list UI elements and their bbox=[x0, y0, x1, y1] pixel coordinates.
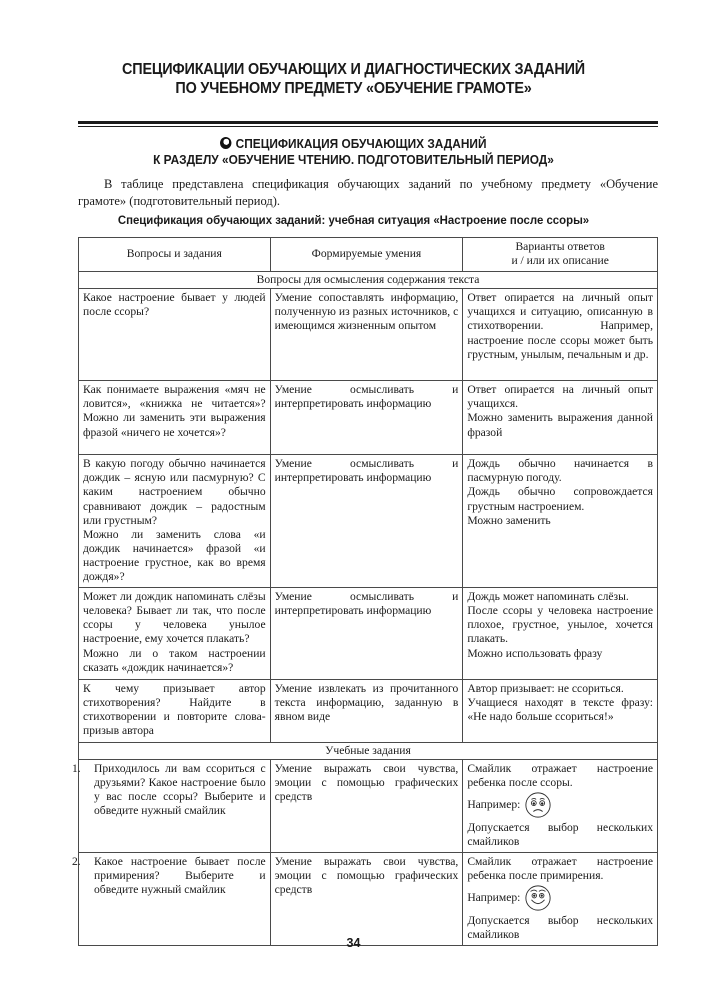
answer-cell: Ответ опирается на личный опыт учащихся и ситуацию, описанную в стихотворении. Например, настроение после ссоры может быть грустным, унылым, печальным и др. bbox=[463, 289, 658, 381]
table-header-row bbox=[79, 238, 658, 272]
question-cell: Какое настроение бывает у людей после ссоры? bbox=[79, 289, 271, 381]
answer-cell: Дождь обычно начинается в пасмурную погоду. Дождь обычно сопровождается грустным настроением. Можно заменить bbox=[463, 455, 658, 588]
skill-cell: Умение осмысливать и интерпретировать информацию bbox=[270, 588, 463, 680]
header-divider-thick bbox=[78, 121, 658, 124]
question-cell: В какую погоду обычно начинается дождик – ясную или пасмурную? С каким настроением обычно сравнивают дождик – радостным или грустным? Можно ли заменить слова «и дождик начинается» фразой «и настроение грустное, как во время дождя»? bbox=[79, 455, 271, 588]
table-row bbox=[79, 289, 658, 381]
column-header-answers: Варианты ответов и / или их описание bbox=[463, 238, 658, 272]
happy-smiley-icon bbox=[524, 884, 552, 912]
column-header-skills: Формируемые умения bbox=[270, 238, 463, 272]
header-divider-thin bbox=[78, 126, 658, 127]
main-title-line-1: СПЕЦИФИКАЦИИ ОБУЧАЮЩИХ И ДИАГНОСТИЧЕСКИХ ЗАДАНИЙ bbox=[122, 61, 585, 78]
task-number: 2. bbox=[72, 854, 81, 868]
answer-cell: Смайлик отражает настроение ребенка после ссоры. Например: Допускается выбор нескольких смайликов bbox=[463, 759, 658, 852]
skill-cell: Умение осмысливать и интерпретировать информацию bbox=[270, 455, 463, 588]
question-cell: 2. Какое настроение бывает после примирения? Выберите и обведите нужный смайлик bbox=[79, 852, 271, 945]
answer-cell: Смайлик отражает настроение ребенка после примирения. Например: Допускается выбор нескольких смайликов bbox=[463, 852, 658, 945]
skill-cell: Умение осмысливать и интерпретировать информацию bbox=[270, 381, 463, 455]
group-header-row bbox=[79, 272, 658, 289]
main-title-line-2: ПО УЧЕБНОМУ ПРЕДМЕТУ «ОБУЧЕНИЕ ГРАМОТЕ» bbox=[175, 80, 532, 97]
page-main-title bbox=[25, 60, 683, 98]
skill-cell: Умение сопоставлять информацию, полученную из разных источников, с имеющимся жизненным опытом bbox=[270, 289, 463, 381]
question-cell: Как понимаете выражения «мяч не ловится», «книжка не читается»? Можно ли заменить эти выражения фразой «ничего не хочется»? bbox=[79, 381, 271, 455]
section-title-line-2: К РАЗДЕЛУ «ОБУЧЕНИЕ ЧТЕНИЮ. ПОДГОТОВИТЕЛЬНЫЙ ПЕРИОД» bbox=[153, 153, 554, 167]
table-caption: Спецификация обучающих заданий: учебная ситуация «Настроение после ссоры» bbox=[117, 213, 590, 227]
page-number: 34 bbox=[346, 936, 361, 950]
example-label: Например: bbox=[467, 891, 521, 905]
table-row bbox=[79, 588, 658, 680]
question-cell: 1. Приходилось ли вам ссориться с друзьями? Какое настроение было у вас после ссоры? Выберите и обведите нужный смайлик bbox=[79, 759, 271, 852]
skill-cell: Умение извлекать из прочитанного текста информацию, заданную в явном виде bbox=[270, 680, 463, 742]
question-cell: К чему призывает автор стихотворения? Найдите в стихотворении и повторите слова-призыв автора bbox=[79, 680, 271, 742]
intro-paragraph: В таблице представлена спецификация обучающих заданий по учебному предмету «Обучение грамоте» (подготовительный период). bbox=[78, 177, 658, 208]
table-row bbox=[79, 680, 658, 742]
section-title bbox=[18, 136, 690, 168]
question-cell: Может ли дождик напоминать слёзы человека? Бывает ли так, что после ссоры у человека унылое настроение, ему хочется плакать? Можно ли о таком настроении сказать «дождик начинается»? bbox=[79, 588, 271, 680]
column-header-questions: Вопросы и задания bbox=[79, 238, 271, 272]
example-label: Например: bbox=[467, 797, 521, 811]
group-title-comprehension: Вопросы для осмысления содержания текста bbox=[79, 272, 658, 289]
section-bullet-icon bbox=[220, 137, 231, 149]
task-number: 1. bbox=[72, 761, 81, 775]
group-header-row bbox=[79, 742, 658, 759]
table-row bbox=[79, 759, 658, 852]
skill-cell: Умение выражать свои чувства, эмоции с помощью графических средств bbox=[270, 852, 463, 945]
answer-cell: Автор призывает: не ссориться. Учащиеся находят в тексте фразу: «Не надо больше ссориться!» bbox=[463, 680, 658, 742]
answer-cell: Ответ опирается на личный опыт учащихся. Можно заменить выражения данной фразой bbox=[463, 381, 658, 455]
answer-cell: Дождь может напоминать слёзы. После ссоры у человека настроение плохое, грустное, унылое, хочется плакать. Можно использовать фразу bbox=[463, 588, 658, 680]
table-row bbox=[79, 455, 658, 588]
sad-smiley-icon bbox=[524, 791, 552, 819]
table-row bbox=[79, 852, 658, 945]
group-title-tasks: Учебные задания bbox=[79, 742, 658, 759]
skill-cell: Умение выражать свои чувства, эмоции с помощью графических средств bbox=[270, 759, 463, 852]
specification-table bbox=[72, 237, 658, 946]
table-row bbox=[79, 381, 658, 455]
section-title-line-1: СПЕЦИФИКАЦИЯ ОБУЧАЮЩИХ ЗАДАНИЙ bbox=[235, 137, 487, 151]
